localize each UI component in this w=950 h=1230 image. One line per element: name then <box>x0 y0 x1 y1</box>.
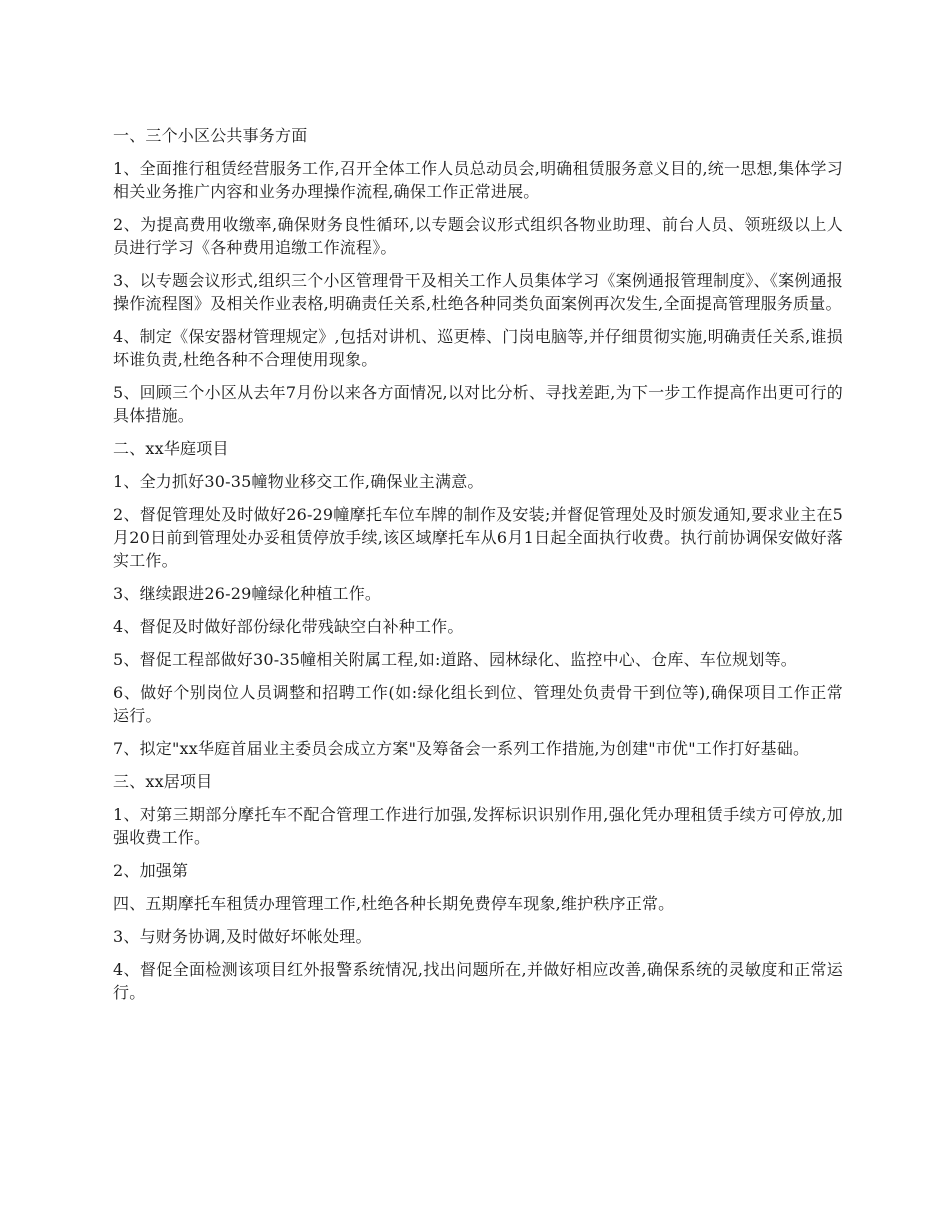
paragraph: 四、五期摩托车租赁办理管理工作,杜绝各种长期免费停车现象,维护秩序正常。 <box>113 894 675 913</box>
paragraph: 3、与财务协调,及时做好坏帐处理。 <box>113 927 372 946</box>
paragraph: 3、以专题会议形式,组织三个小区管理骨干及相关工作人员集体学习《案例通报管理制度》、《案例通报操作流程图》及相关作业表格,明确责任关系,杜绝各种同类负面案例再次发生,全面提高管理服务质量。 <box>113 271 843 313</box>
paragraph: 2、为提高费用收缴率,确保财务良性循环,以专题会议形式组织各物业助理、前台人员、领班级以上人员进行学习《各种费用追缴工作流程》。 <box>113 215 843 257</box>
paragraph: 4、督促全面检测该项目红外报警系统情况,找出问题所在,并做好相应改善,确保系统的灵敏度和正常运行。 <box>113 960 843 1002</box>
paragraph: 4、制定《保安器材管理规定》,包括对讲机、巡更棒、门岗电脑等,并仔细贯彻实施,明确责任关系,谁损坏谁负责,杜绝各种不合理使用现象。 <box>113 327 843 369</box>
paragraph: 3、继续跟进26-29幢绿化种植工作。 <box>113 584 382 603</box>
paragraph: 4、督促及时做好部份绿化带残缺空白补种工作。 <box>113 617 464 636</box>
paragraph: 1、全面推行租赁经营服务工作,召开全体工作人员总动员会,明确租赁服务意义目的,统一思想,集体学习相关业务推广内容和业务办理操作流程,确保工作正常进展。 <box>113 159 843 201</box>
section-heading-ju: 三、xx居项目 <box>113 772 213 791</box>
section-heading-huating: 二、xx华庭项目 <box>113 439 229 458</box>
paragraph: 2、加强第 <box>113 861 189 880</box>
paragraph: 1、对第三期部分摩托车不配合管理工作进行加强,发挥标识识别作用,强化凭办理租赁手续方可停放,加强收费工作。 <box>113 805 843 847</box>
paragraph: 1、全力抓好30-35幢物业移交工作,确保业主满意。 <box>113 472 484 491</box>
paragraph: 2、督促管理处及时做好26-29幢摩托车位车牌的制作及安装;并督促管理处及时颁发通知,要求业主在5月20日前到管理处办妥租赁停放手续,该区域摩托车从6月1日起全面执行收费。执行前协调保安做好落实工作。 <box>113 505 843 570</box>
paragraph: 5、回顾三个小区从去年7月份以来各方面情况,以对比分析、寻找差距,为下一步工作提高作出更可行的具体措施。 <box>113 383 843 425</box>
paragraph: 5、督促工程部做好30-35幢相关附属工程,如:道路、园林绿化、监控中心、仓库、车位规划等。 <box>113 650 797 669</box>
paragraph: 6、做好个别岗位人员调整和招聘工作(如:绿化组长到位、管理处负责骨干到位等),确保项目工作正常运行。 <box>113 683 843 725</box>
section-heading-public-affairs: 一、三个小区公共事务方面 <box>113 126 308 145</box>
document-body <box>113 124 843 1014</box>
paragraph: 7、拟定"xx华庭首届业主委员会成立方案"及筹备会一系列工作措施,为创建"市优"工作打好基础。 <box>113 739 810 758</box>
